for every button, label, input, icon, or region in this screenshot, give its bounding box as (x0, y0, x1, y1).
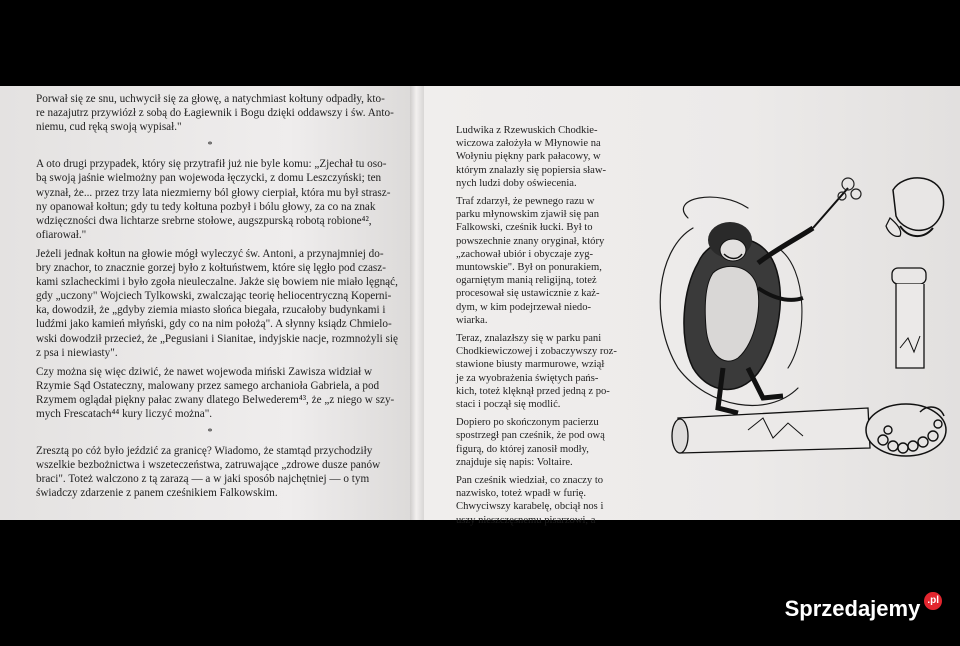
left_page-line: wyznał, że... przez trzy lata niezmierny ból głowy cierpiał, która mu był strasz- (36, 186, 391, 199)
book-spread (0, 86, 960, 526)
right_page-line: figurą, do której zanosił modły, (456, 443, 589, 455)
right_page-line: Dopiero po skończonym pacierzu (456, 417, 599, 429)
right_page-line: ogarniętym manią religijną, toteż (456, 275, 597, 287)
right_page-line: Wołyniu piękny park pałacowy, w (456, 151, 601, 163)
right_page-line: Teraz, znalazłszy się w parku pani (456, 333, 602, 345)
left_page-line: bą swoją jaśnie wielmożny pan wojewoda łęczycki, z domu Leszczyński; ten (36, 172, 382, 185)
left_page-line: Rzymie Sąd Ostateczny, malowany przez samego archanioła Gabriela, a pod (36, 379, 380, 392)
left_page-line: mych Frescatach⁴⁴ kury liczyć można". (36, 407, 213, 420)
left_page-line: ofiarował." (36, 228, 87, 241)
sprzedajemy-watermark-logo (785, 596, 942, 622)
left_page-line: z psa i niewiasty". (36, 346, 118, 359)
left_page-line: niemu, cud ręką swoją wypisał." (36, 121, 182, 134)
right_page-line: parku młynowskim zjawił się pan (456, 209, 599, 221)
left_page-line: re nazajutrz przywiózł z sobą do Łagiewnik i Bogu dzięki oddawszy i św. Anto- (36, 107, 394, 120)
left_page-line: bry znachor, to znacznie gorzej było z kołtuństwem, które się lęgło pod czasz- (36, 262, 386, 275)
left-page (0, 86, 414, 520)
watermark-badge: .pl (924, 592, 942, 610)
book-gutter (410, 86, 424, 520)
right_page-line: Falkowski, cześnik łucki. Był to (456, 222, 593, 234)
right_page-paragraph (442, 124, 632, 190)
right_page-line: nazwisko, toteż wpadł w furię. (456, 488, 587, 500)
right_page-paragraph (442, 332, 632, 411)
right_page-line: wiarka. (456, 314, 488, 326)
right_page-line: „zachował ubiór i obyczaje zyg- (456, 248, 594, 260)
right_page-line: spostrzegł pan cześnik, że pod ową (456, 430, 605, 442)
left_page-line: Czy można się więc dziwić, że nawet wojewoda miński Zawisza widział w (36, 365, 373, 378)
right_page-line: Chwyciwszy karabelę, obciął nos i (456, 501, 604, 513)
left_page-line: A oto drugi przypadek, który się przytrafił już nie byle komu: „Zjechał tu oso- (36, 158, 387, 171)
left_page-line: wszelkie bezbożnictwa i wszeteczeństwa, zatruwające „zdrowe dusze panów (36, 459, 381, 472)
left_page-line: braci". Toteż walczono z tą zarazą — a w jaki sposób najchętniej — o tym (36, 473, 370, 486)
right_page-paragraph (442, 195, 632, 327)
left_page-line: ka, dowodził, że „gdyby ziemia miasto słońca biegała, rzucałoby budynkami i (36, 304, 386, 317)
left_page-line: ny opanował kołtun; gdy tu tedy kołtuna pozbył i bólu głowy, za co na znak (36, 200, 376, 213)
right_page-paragraph (442, 416, 632, 469)
left_page-line: wski dowodził przecież, że „Pegusiani i Sianitae, indyjskie nacje, rozmnożyli się (36, 332, 398, 345)
left_page-paragraph (22, 157, 398, 242)
right_page-line: powszechnie znany oryginał, który (456, 235, 605, 247)
right_page-line: je za wyobrażenia świętych pańs- (456, 372, 599, 384)
right_page-line: znajduje się napis: Voltaire. (456, 456, 573, 468)
right_page-line: procesował się ustawicznie z każ- (456, 288, 600, 300)
right_page-line: którym znalazły się popiersia sław- (456, 164, 607, 176)
section-separator: * (207, 427, 213, 439)
section-separator: * (207, 140, 213, 152)
right_page-line: stawione biusty marmurowe, wziął (456, 359, 605, 371)
left_page-line: świadczy zdarzenie z panem cześnikiem Falkowskim. (36, 487, 278, 500)
left_page-line: Jeżeli jednak kołtun na głowie mógł wyleczyć św. Antoni, a przynajmniej do- (36, 247, 384, 260)
right-page-text (442, 124, 632, 532)
right_page-line: Pan cześnik wiedział, co znaczy to (456, 475, 604, 487)
left_page-paragraph (22, 444, 398, 500)
left_page-paragraph (22, 365, 398, 421)
left_page-line: Rzymem oglądał piękny pałac zwany dlatego Belwederem⁴³, że „z niego w szy- (36, 393, 395, 406)
right_page-line: kich, toteż klęknął przed jedną z po- (456, 385, 610, 397)
left_page-paragraph (22, 247, 398, 360)
right_page-line: uszy nieszczęsnemu pisarzowi, a (456, 514, 596, 526)
right_page-line: Ludwika z Rzewuskich Chodkie- (456, 125, 598, 136)
right_page-line: dym, w kim podejrzewał niedo- (456, 301, 592, 313)
left_page-paragraph (22, 92, 398, 134)
left_page-line: wdzięczności dwa lichtarze srebrne stołowe, augszpurską robotą robione⁴², (36, 214, 372, 227)
watermark-brand: Sprzedajemy (784, 596, 921, 621)
left_page-line: Porwał się ze snu, uchwycił się za głowę, a natychmiast kołtuny odpadły, kto- (36, 93, 385, 105)
right_page-line: staci i począł się modlić. (456, 399, 561, 411)
left_page-line: Zresztą po cóż było jeździć za granicę? Wiadomo, że stamtąd przychodziły (36, 445, 373, 458)
right_page-line: Traf zdarzył, że pewnego razu w (456, 196, 595, 208)
left_page-line: kami szlacheckimi i było zgoła nieuleczalne. Jakże się bowiem nie miało lęgnąć, (36, 276, 398, 289)
left_page-line: gdy „uczony" Wojciech Tylkowski, zwalczając teorię heliocentryczną Koperni- (36, 290, 392, 303)
illustration-falkowski-voltaire (638, 168, 954, 468)
right-page (424, 86, 960, 526)
right_page-line: nych ludzi doby oświecenia. (456, 177, 577, 189)
right_page-line: wiczowa założyła w Młynowie na (456, 138, 601, 150)
left_page-line: ludźmi jako kamień młyński, gdy co na nim położą". A słynny ksiądz Chmielo- (36, 318, 392, 331)
right_page-line: Chodkiewiczowej i zobaczywszy roz- (456, 346, 617, 358)
left-page-text (22, 92, 398, 506)
right_page-line: muntowskie". Był on ponurakiem, (456, 262, 602, 274)
right_page-paragraph (442, 474, 632, 527)
